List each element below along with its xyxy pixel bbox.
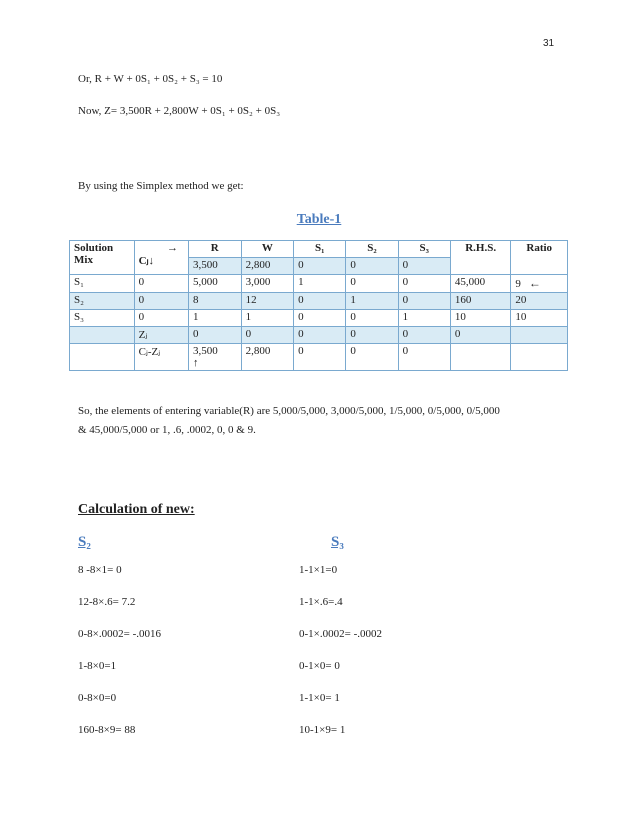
- zj-s3: 0: [398, 327, 450, 344]
- header-cj: [134, 241, 188, 275]
- header-w: W: [241, 241, 294, 258]
- row-rhs: 45,000: [450, 275, 511, 293]
- zj-ratio-empty: [511, 327, 568, 344]
- s3-calc-line: 1-1×.6=.4: [299, 596, 343, 608]
- s2-calc-line: 12-8×.6= 7.2: [78, 596, 136, 608]
- s3-calc-line: 0-1×0= 0: [299, 660, 340, 672]
- cjzj-rhs-empty: [450, 344, 511, 371]
- row-r: 8: [188, 293, 241, 310]
- header-s3: S₃: [398, 241, 450, 258]
- row-s3: 1: [398, 310, 450, 327]
- cjzj-r: 3,500: [192, 345, 218, 357]
- row-w: 1: [241, 310, 294, 327]
- header-solution-mix: Solution Mix: [70, 241, 135, 275]
- row-s1: 1: [294, 275, 346, 293]
- row-r: 5,000: [188, 275, 241, 293]
- zj-r: 0: [188, 327, 241, 344]
- row-mix: S₃: [70, 310, 135, 327]
- s2-calc-line: 160-8×9= 88: [78, 724, 136, 736]
- s2-calc-line: 1-8×0=1: [78, 660, 117, 672]
- cj-w: 2,800: [241, 258, 294, 275]
- row-s2: 1: [346, 293, 398, 310]
- s3-heading: S₃: [331, 534, 344, 550]
- cj-zj-row: [70, 344, 568, 371]
- s3-calc-line: 1-1×0= 1: [299, 692, 340, 704]
- row-w: 12: [241, 293, 294, 310]
- s3-calc-line: 10-1×9= 1: [299, 724, 346, 736]
- pivot-row-arrow-icon: ←: [528, 276, 541, 290]
- row-mix: S₂: [70, 293, 135, 310]
- header-cj-label: Cⱼ↓: [138, 255, 154, 267]
- header-rhs: R.H.S.: [450, 241, 511, 275]
- s2-calc-line: 0-8×0=0: [78, 692, 117, 704]
- cjzj-mix-empty: [70, 344, 135, 371]
- table-row: [70, 310, 568, 327]
- header-cj-arrow: →: [166, 242, 178, 254]
- cjzj-ratio-empty: [511, 344, 568, 371]
- s3-calc-line: 1-1×1=0: [299, 564, 338, 576]
- row-s3: 0: [398, 275, 450, 293]
- simplex-intro: By using the Simplex method we get:: [78, 180, 244, 192]
- cjzj-s1: 0: [294, 344, 346, 371]
- row-s3: 0: [398, 293, 450, 310]
- s3-calc-line: 0-1×.0002= -.0002: [299, 628, 382, 640]
- cjzj-s2: 0: [346, 344, 398, 371]
- row-ratio: 20: [511, 293, 568, 310]
- calculation-title: Calculation of new:: [78, 502, 195, 517]
- row-mix: S₁: [70, 275, 135, 293]
- row-rhs: 160: [450, 293, 511, 310]
- zj-row: [70, 327, 568, 344]
- header-s1: S₁: [294, 241, 346, 258]
- row-r: 1: [188, 310, 241, 327]
- row-rhs: 10: [450, 310, 511, 327]
- simplex-table: [69, 240, 568, 371]
- s2-calc-line: 0-8×.0002= -.0016: [78, 628, 161, 640]
- row-ratio: 9: [515, 278, 521, 290]
- cj-s2: 0: [346, 258, 398, 275]
- pivot-column-arrow-icon: ↑: [192, 357, 199, 369]
- row-ratio-cell: [511, 275, 568, 293]
- zj-w: 0: [241, 327, 294, 344]
- cjzj-label: Cⱼ-Zⱼ: [134, 344, 188, 371]
- page-number: 31: [543, 38, 555, 49]
- row-cj: 0: [134, 310, 188, 327]
- row-w: 3,000: [241, 275, 294, 293]
- row-s1: 0: [294, 310, 346, 327]
- cjzj-s3: 0: [398, 344, 450, 371]
- entering-variable-text-line1: So, the elements of entering variable(R) are 5,000/5,000, 3,000/5,000, 1/5,000, 0/5,000, 0/5,000: [78, 405, 500, 417]
- cj-s1: 0: [294, 258, 346, 275]
- zj-label: Zⱼ: [134, 327, 188, 344]
- s2-heading: S₂: [78, 534, 91, 550]
- zj-mix-empty: [70, 327, 135, 344]
- cj-s3: 0: [398, 258, 450, 275]
- s2-calc-line: 8 -8×1= 0: [78, 564, 122, 576]
- zj-s2: 0: [346, 327, 398, 344]
- header-s2: S₂: [346, 241, 398, 258]
- cjzj-r-cell: [188, 344, 241, 371]
- table-header-row: [70, 241, 568, 258]
- entering-variable-text-line2: & 45,000/5,000 or 1, .6, .0002, 0, 0 & 9.: [78, 424, 256, 436]
- cjzj-w: 2,800: [241, 344, 294, 371]
- row-s2: 0: [346, 310, 398, 327]
- table-title: Table-1: [296, 212, 342, 227]
- header-r: R: [188, 241, 241, 258]
- row-cj: 0: [134, 293, 188, 310]
- equation-constraint: Or, R + W + 0S₁ + 0S₂ + S₃ = 10: [78, 73, 223, 85]
- row-cj: 0: [134, 275, 188, 293]
- zj-s1: 0: [294, 327, 346, 344]
- row-s1: 0: [294, 293, 346, 310]
- row-ratio: 10: [511, 310, 568, 327]
- table-row: [70, 293, 568, 310]
- table-row: [70, 275, 568, 293]
- cj-r: 3,500: [188, 258, 241, 275]
- equation-objective: Now, Z= 3,500R + 2,800W + 0S₁ + 0S₂ + 0S₃: [78, 105, 281, 117]
- header-ratio: Ratio: [511, 241, 568, 275]
- zj-rhs: 0: [450, 327, 511, 344]
- row-s2: 0: [346, 275, 398, 293]
